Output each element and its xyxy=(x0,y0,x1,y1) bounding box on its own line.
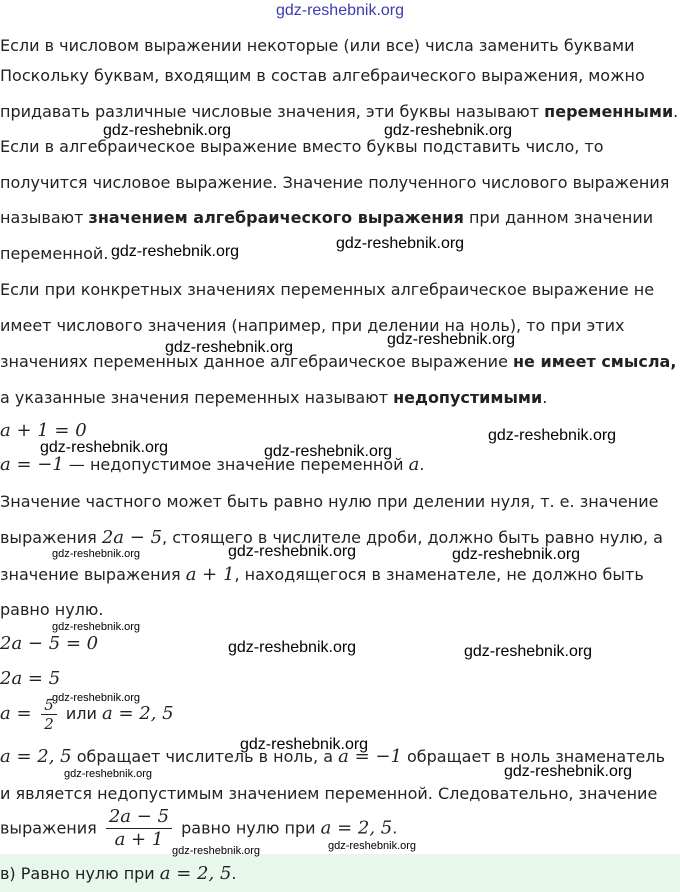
paragraph-quotient-line2: выражения 2a − 5, стоящего в числителе дроби, должно быть равно нулю, а xyxy=(0,527,663,548)
paragraph-undefined-line4: а указанные значения переменных называют недопустимыми. xyxy=(0,388,548,407)
paragraph-undefined-line1: Если при конкретных значениях переменных алгебраическое выражение не xyxy=(0,280,655,299)
paragraph-substitution-line3: называют значением алгебраического выражения при данном значении xyxy=(0,208,654,227)
watermark: gdz-reshebnik.org xyxy=(64,768,153,780)
watermark: gdz-reshebnik.org xyxy=(103,122,232,139)
watermark: gdz-reshebnik.org xyxy=(52,548,141,560)
answer-text: в) Равно нулю при a = 2, 5. xyxy=(0,863,237,884)
paragraph-substitution-line4: переменной. xyxy=(0,244,109,263)
paragraph-undefined-line3: значениях переменных данное алгебраическое выражение не имеет смысла, xyxy=(0,352,677,371)
equation-invalid-value: a = −1 — недопустимое значение переменной a. xyxy=(0,454,425,475)
watermark: gdz-reshebnik.org xyxy=(228,639,357,656)
watermark: gdz-reshebnik.org xyxy=(165,339,294,356)
watermark: gdz-reshebnik.org xyxy=(52,692,141,704)
watermark: gdz-reshebnik.org xyxy=(328,840,417,852)
watermark: gdz-reshebnik.org xyxy=(504,763,633,780)
equation-a-solution: a = $\frac{5}{2}$ или a = 2, 5 xyxy=(0,696,174,733)
fraction-expression: $\frac{2a - 5}{a + 1}$ xyxy=(106,806,172,851)
watermark: gdz-reshebnik.org xyxy=(111,243,240,260)
paragraph-variables-line2: придавать различные числовые значения, эти буквы называют переменными. xyxy=(0,102,679,121)
watermark: gdz-reshebnik.org xyxy=(387,331,516,348)
paragraph-substitution-line1: Если в алгебраическое выражение вместо буквы подставить число, то xyxy=(0,137,604,156)
watermark: gdz-reshebnik.org xyxy=(228,543,357,560)
answer-box xyxy=(0,854,680,892)
term-invalid: недопустимыми xyxy=(393,388,543,407)
equation-numerator-zero: 2a − 5 = 0 xyxy=(0,633,99,654)
fraction-five-halves: $\frac{5}{2}$ xyxy=(41,696,57,733)
term-expression-value: значением алгебраического выражения xyxy=(88,208,464,227)
paragraph-quotient-line1: Значение частного может быть равно нулю при делении нуля, т. е. значение xyxy=(0,492,659,511)
site-header: gdz-reshebnik.org xyxy=(275,2,405,19)
paragraph-substitution-line2: получится числовое выражение. Значение полученного числового выражения xyxy=(0,173,670,192)
watermark: gdz-reshebnik.org xyxy=(40,439,169,456)
paragraph-conclusion-line2: и является недопустимым значением переменной. Следовательно, значение xyxy=(0,784,658,803)
equation-2a-equals-5: 2a = 5 xyxy=(0,668,61,689)
paragraph-quotient-line4: равно нулю. xyxy=(0,600,104,619)
paragraph-intro: Если в числовом выражении некоторые (или все) числа заменить буквами xyxy=(0,36,635,55)
watermark: gdz-reshebnik.org xyxy=(240,736,369,753)
equation-denominator-zero: a + 1 = 0 xyxy=(0,420,87,441)
watermark: gdz-reshebnik.org xyxy=(52,621,141,633)
paragraph-conclusion-line1: a = 2, 5 обращает числитель в ноль, а a = −1 обращает в ноль знаменатель xyxy=(0,746,666,767)
watermark: gdz-reshebnik.org xyxy=(384,122,513,139)
watermark: gdz-reshebnik.org xyxy=(452,546,581,563)
watermark: gdz-reshebnik.org xyxy=(488,427,617,444)
paragraph-variables-line1: Поскольку буквам, входящим в состав алгебраического выражения, можно xyxy=(0,66,645,85)
watermark: gdz-reshebnik.org xyxy=(172,845,261,857)
paragraph-conclusion-line3: выражения $\frac{2a - 5}{a + 1}$ равно нулю при a = 2, 5. xyxy=(0,806,398,850)
watermark: gdz-reshebnik.org xyxy=(264,443,393,460)
watermark: gdz-reshebnik.org xyxy=(464,643,593,660)
paragraph-undefined-line2: имеет числового значения (например, при делении на ноль), то при этих xyxy=(0,316,625,335)
watermark: gdz-reshebnik.org xyxy=(336,235,465,252)
term-meaningless: не имеет смысла, xyxy=(513,352,677,371)
term-variables: переменными xyxy=(544,102,674,121)
paragraph-quotient-line3: значение выражения a + 1, находящегося в знаменателе, не должно быть xyxy=(0,564,644,585)
